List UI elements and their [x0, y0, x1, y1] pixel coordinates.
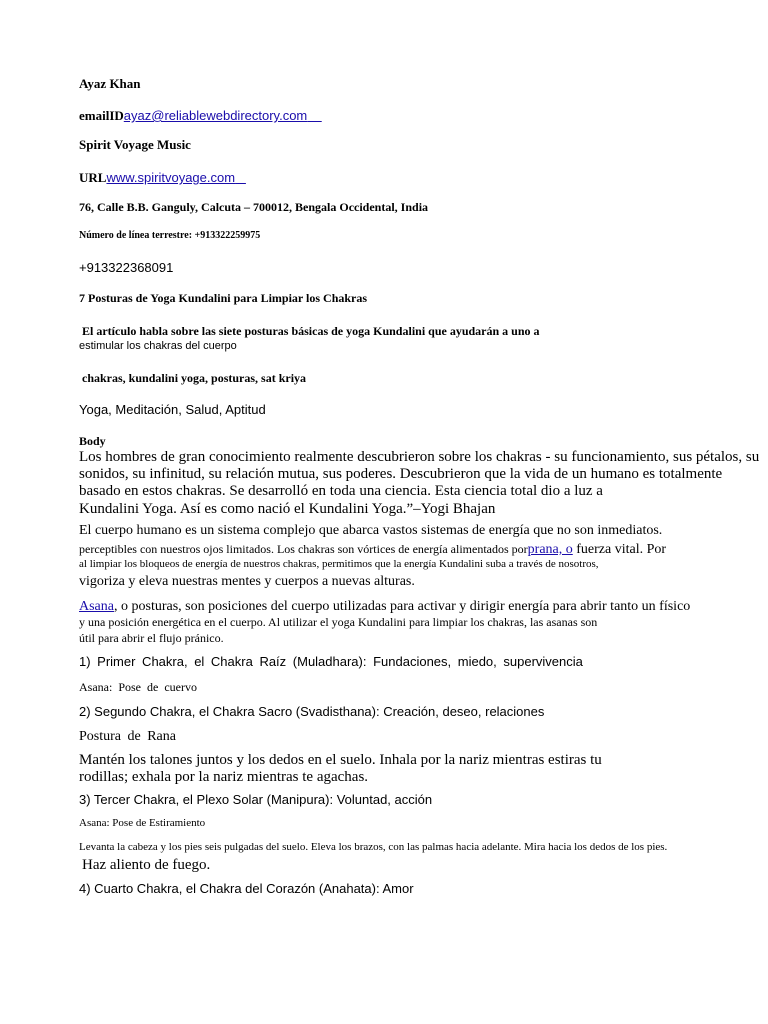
website-link-trailing-space[interactable] — [235, 170, 246, 185]
body-label: Body — [79, 434, 106, 448]
p3-line-2: y una posición energética en el cuerpo. Al utilizar el yoga Kundalini para limpiar los chakras, las asanas son — [79, 615, 598, 629]
asana-link[interactable]: Asana — [79, 599, 114, 614]
p3-line-3: útil para abrir el flujo pránico. — [79, 631, 224, 645]
p3-line-1 — [79, 599, 690, 615]
address: 76, Calle B.B. Ganguly, Calcuta – 700012, Bengala Occidental, India — [79, 200, 429, 214]
p1-line-3: basado en estos chakras. Se desarrolló en toda una ciencia. Esta ciencia total dio a luz a — [79, 483, 603, 499]
categories: Yoga, Meditación, Salud, Aptitud — [79, 402, 266, 417]
article-title: 7 Posturas de Yoga Kundalini para Limpiar los Chakras — [79, 291, 368, 305]
p2-line-4: vigoriza y eleva nuestras mentes y cuerpos a nuevas alturas. — [79, 574, 415, 589]
summary-line-2: estimular los chakras del cuerpo — [79, 340, 237, 352]
mobile-number: +913322368091 — [79, 260, 174, 275]
author-name: Ayaz Khan — [79, 76, 141, 91]
email-link-trailing-space[interactable] — [307, 108, 321, 123]
chakra-2-line-2: rodillas; exhala por la nariz mientras te agachas. — [79, 769, 369, 785]
p3-line-1-text: , o posturas, son posiciones del cuerpo utilizadas para activar y dirigir energía para abrir tanto un físico — [114, 599, 691, 614]
chakra-3-asana: Asana: Pose de Estiramiento — [79, 817, 206, 829]
company-name: Spirit Voyage Music — [79, 137, 191, 152]
chakra-3-line-1: Levanta la cabeza y los pies seis pulgadas del suelo. Eleva los brazos, con las palmas hacia adelante. Mira hacia los dedos de los pies. — [79, 841, 668, 853]
website-link[interactable]: www.spiritvoyage.com — [106, 170, 236, 185]
chakra-4-title: 4) Cuarto Chakra, el Chakra del Corazón (Anahata): Amor — [79, 881, 414, 896]
landline: Número de línea terrestre: +913322259975 — [79, 230, 261, 241]
chakra-1-title: 1) Primer Chakra, el Chakra Raíz (Muladhara): Fundaciones, miedo, supervivencia — [79, 654, 583, 669]
chakra-2-line-1: Mantén los talones juntos y los dedos en el suelo. Inhala por la nariz mientras estiras tu — [79, 752, 602, 768]
chakra-1-asana: Asana: Pose de cuervo — [79, 680, 197, 694]
chakra-3-title: 3) Tercer Chakra, el Plexo Solar (Manipura): Voluntad, acción — [79, 792, 433, 807]
url-label: URL — [79, 170, 107, 185]
email-link[interactable]: ayaz@reliablewebdirectory.com — [123, 108, 308, 123]
prana-link[interactable]: prana, o — [527, 542, 573, 557]
p1-line-4: Kundalini Yoga. Así es como nació el Kundalini Yoga.”–Yogi Bhajan — [79, 501, 496, 517]
summary-line-1: El artículo habla sobre las siete posturas básicas de yoga Kundalini que ayudarán a uno a — [82, 324, 540, 338]
url-line — [79, 169, 246, 187]
p2-line-2 — [79, 542, 666, 558]
keywords: chakras, kundalini yoga, posturas, sat kriya — [82, 371, 307, 385]
p2-line-3: al limpiar los bloqueos de energía de nuestros chakras, permitimos que la energía Kundalini suba a través de nosotros, — [79, 558, 599, 570]
chakra-3-line-2: Haz aliento de fuego. — [82, 857, 211, 873]
p2-line-2-tail: fuerza vital. Por — [572, 542, 667, 557]
email-label: emailID — [79, 108, 124, 123]
email-line — [79, 107, 322, 125]
p1-line-1: Los hombres de gran conocimiento realmente descubrieron sobre los chakras - su funcionamiento, sus pétalos, su — [79, 449, 760, 465]
p2-line-1: El cuerpo humano es un sistema complejo que abarca vastos sistemas de energía que no son inmediatos. — [79, 523, 663, 538]
p1-line-2: sonidos, su infinitud, su relación mutua, sus poderes. Descubrieron que la vida de un humano es totalmente — [79, 466, 723, 482]
chakra-2-asana: Postura de Rana — [79, 729, 176, 744]
chakra-2-title: 2) Segundo Chakra, el Chakra Sacro (Svadisthana): Creación, deseo, relaciones — [79, 704, 545, 719]
p2-line-2-text: perceptibles con nuestros ojos limitados. Los chakras son vórtices de energía alimentados por — [79, 542, 528, 556]
